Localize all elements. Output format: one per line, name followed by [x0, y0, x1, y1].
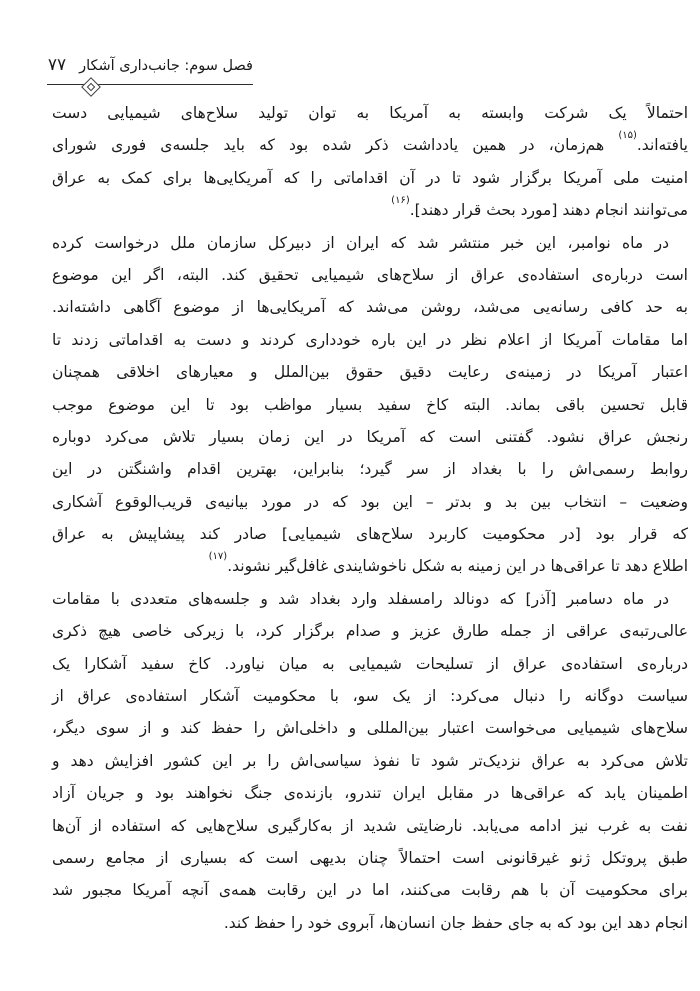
text-line: عالی‌رتبه‌ی عراقی از جمله طارق عزیز و صدام برگزار کرد، با زیرکی خاصی هیچ ذکری [52, 622, 688, 641]
diamond-icon [81, 77, 101, 97]
text-line: یافته‌اند.$^{(۱۵)}$ هم‌زمان، در همین یادداشت ذکر شده بود که باید جلسه‌ی فوری شورای [52, 130, 688, 155]
text-line: در ماه دسامبر [آذر] که دونالد رامسفلد وارد بغداد شد و جلسه‌های متعددی با مقامات [52, 589, 669, 608]
text-line: که قرار بود [در محکومیت کاربرد سلاح‌های شیمیایی] صادر کند پیشاپیش به عراق [52, 525, 688, 544]
text-line: انجام دهد این بود که به جای حفظ جان انسان‌ها، آبروی خود را حفظ کند. [223, 913, 688, 932]
body-text [52, 97, 688, 939]
text-line: رنجش عراق نشود. گفتنی است که آمریکا در این زمان بسیار تلاش می‌کرد دوباره [52, 427, 688, 446]
text-line: اطمینان یابد که عراقی‌ها در مقابل ایران تندرو، بازنده‌ی جنگ نخواهند بود و جریان آزاد [52, 784, 688, 803]
paragraph [52, 97, 688, 227]
text-line: سیاست دوگانه را دنبال می‌کرد: از یک سو، با محکومیت آشکار استفاده‌ی عراق از [52, 687, 688, 706]
text-line: قابل تحسین باقی بماند. البته کاخ سفید بسیار مواظب بود تا این موضوع موجب [52, 395, 688, 414]
text-line: اطلاع دهد تا عراقی‌ها در این زمینه به شکل ناخوشایندی غافل‌گیر نشوند.$^{(۱۷)}$ [208, 551, 688, 576]
page-header [47, 55, 253, 85]
text-line: نفت به غرب نیز ادامه می‌یابد. نارضایتی شدید از به‌کارگیری سلاح‌هایی که استفاده از آن‌ها [52, 816, 688, 835]
text-line: سلاح‌های شیمیایی می‌خواست اعتبار بین‌المللی و داخلی‌اش را حفظ کند و از سوی دیگر، [52, 719, 688, 738]
text-line: امنیت ملی آمریکا برگزار شود تا در آن اقداماتی را که آمریکایی‌ها برای کمک به عراق [52, 168, 688, 187]
text-line: احتمالاً یک شرکت وابسته به آمریکا به توان تولید سلاح‌های شیمیایی دست [52, 104, 688, 122]
footnote-marker: (۱۵) [618, 130, 637, 142]
text-line: اما مقامات آمریکا از اعلام نظر در این باره خودداری کردند و دست به اقداماتی زدند تا [52, 330, 688, 349]
text-line: تلاش می‌کرد به عراق نزدیک‌تر شود تا نفوذ سیاسی‌اش را بر این کشور افزایش دهد و [52, 751, 688, 770]
footnote-marker: (۱۷) [208, 551, 228, 563]
text-line: روابط رسمی‌اش را با بغداد از سر گیرد؛ بنابراین، بهترین اقدام واشنگتن در این [52, 460, 688, 479]
text-line: است درباره‌ی استفاده‌ی عراق از سلاح‌های شیمیایی تحقیق کند. البته، اگر این موضوع [52, 265, 688, 284]
text-line: وضعیت – انتخاب بین بد و بدتر – این بود که در مورد بیانیه‌ی قریب‌الوقوع آشکاری [52, 492, 688, 511]
text-line: درباره‌ی استفاده‌ی عراق از تسلیحات شیمیایی به میان نیاورد. کاخ سفید آشکارا یک [52, 654, 688, 673]
text-line: به حد کافی رسانه‌یی می‌شد، روشن می‌شد که آمریکایی‌ها از موضوع آگاهی داشته‌اند. [52, 298, 688, 317]
text-line: اعتبار آمریکا در زمینه‌ی رعایت دقیق حقوق بین‌الملل و معیارهای اخلاقی همچنان [52, 363, 688, 382]
paragraph [52, 583, 688, 939]
text-line: می‌توانند انجام دهند [مورد بحث قرار دهند].$^{(۱۶)}$ [391, 195, 688, 220]
paragraph [52, 227, 688, 583]
text-line: طبق پروتکل ژنو غیرقانونی است احتمالاً چنان بدیهی است که بسیاری از مجامع رسمی [52, 848, 688, 867]
text-line: در ماه نوامبر، این خبر منتشر شد که ایران از دبیرکل سازمان ملل درخواست کرده [52, 233, 669, 252]
diamond-inner-icon [87, 82, 96, 91]
page-number: ۷۷ [47, 55, 67, 75]
text-line: برای محکومیت آن با هم رقابت می‌کنند، اما در این رقابت همه‌ی آنچه آمریکا مجبور شد [52, 881, 688, 900]
footnote-marker: (۱۶) [391, 195, 410, 207]
chapter-title: فصل سوم: جانب‌داری آشکار [79, 58, 253, 74]
